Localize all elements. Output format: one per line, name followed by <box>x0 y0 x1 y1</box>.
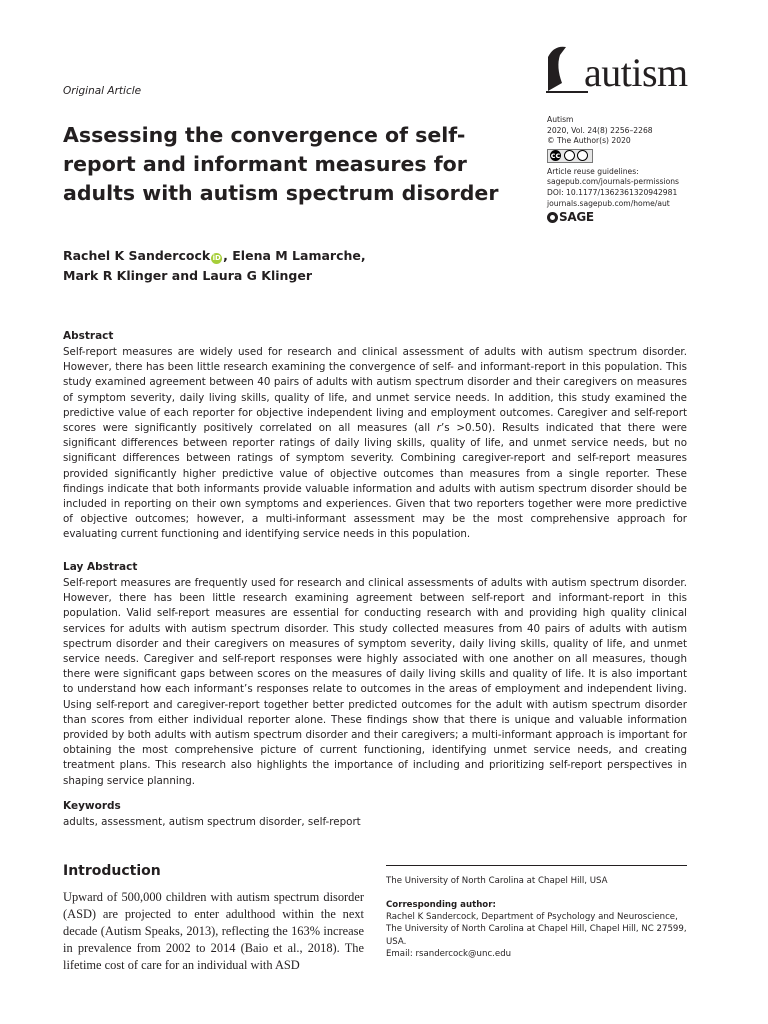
sage-logo-icon <box>547 212 558 223</box>
creative-commons-badge-icon <box>547 149 593 163</box>
corresponding-author-block <box>386 899 691 960</box>
author-first[interactable]: Rachel K Sandercock <box>63 248 211 263</box>
corresponding-author-address: Rachel K Sandercock, Department of Psychology and Neuroscience, The University of North Carolina at Chapel Hill, Chapel Hill, NC 27599, USA. <box>386 912 687 947</box>
journal-name: Autism <box>547 115 574 124</box>
introduction-body: Upward of 500,000 children with autism spectrum disorder (ASD) are projected to enter adulthood within the next decade (Autism Speaks, 2013), reflecting the 163% increase in prevalence from 2002 to 2014 (Baio et al., 2018). The lifetime cost of care for an individual with ASD <box>63 890 364 973</box>
author-line-1 <box>63 246 483 266</box>
doi-link[interactable]: DOI: 10.1177/1362361320942981 <box>547 187 678 197</box>
abstract-text-part-2: ’s >0.50). Results indicated that there were significant differences between reporter ratings of daily living skills, quality of life, and unmet service needs, but no significant differences between ratings of symptom severity. Combining caregiver-report and self-report measures provided significantly higher predictive value of objective outcomes than measures from a single reporter. These findings indicate that both informants provide valuable information and adults with autism spectrum disorder should be included in reporting on their own symptoms and experiences. Given that two reporters together were more predictive of objective outcomes; however, a multi-informant assessment may be the most comprehensive approach for evaluating current functioning and identifying service needs in this population. <box>63 422 687 541</box>
reuse-guidelines-link[interactable]: sagepub.com/journals-permissions <box>547 177 680 187</box>
abstract-body <box>63 345 687 543</box>
keywords-heading: Keywords <box>63 800 121 812</box>
corresponding-author-email[interactable]: Email: rsandercock@unc.edu <box>386 948 512 959</box>
author-line-2: Mark R Klinger and Laura G Klinger <box>63 268 313 283</box>
cc-attribution-icon <box>564 150 575 161</box>
copyright-notice: © The Author(s) 2020 <box>547 136 631 146</box>
introduction-heading: Introduction <box>63 863 161 879</box>
abstract-heading: Abstract <box>63 330 114 342</box>
author-affiliation: The University of North Carolina at Chapel Hill, USA <box>386 876 608 886</box>
orcid-icon[interactable]: iD <box>212 254 221 262</box>
abstract-italic-r: r <box>436 422 442 435</box>
article-metadata <box>547 115 747 223</box>
author-rest-line-1: , Elena M Lamarche, <box>223 248 366 263</box>
keywords-list: adults, assessment, autism spectrum disorder, self-report <box>63 816 361 828</box>
article-title: Assessing the convergence of self-report and informant measures for adults with autism spectrum disorder <box>63 123 499 205</box>
journal-logo <box>540 43 690 99</box>
article-type: Original Article <box>63 85 142 97</box>
publisher-logo <box>547 212 747 223</box>
journal-logo-text: autism <box>584 50 688 95</box>
corresponding-author-heading: Corresponding author: <box>386 900 496 910</box>
lay-abstract-body: Self-report measures are frequently used for research and clinical assessments of adults with autism spectrum disorder. However, there has been little research examining agreement between self-report and informant-report in this population. Valid self-report measures are essential for conducting research with and providing high quality clinical services for adults with autism spectrum disorder. This study collected measures from 40 pairs of adults with autism spectrum disorder and their caregivers on measures of symptom severity, daily living skills, quality of life, and unmet service needs. Caregiver and self-report responses were highly associated with one another on all measures, though there were significant gaps between scores on the measures of daily living skills and quality of life. It is also important to understand how each informant’s responses relate to outcomes in the areas of employment and independent living. Using self-report and caregiver-report together better predicted outcomes for the adult with autism spectrum disorder than scores from either individual reporter alone. These findings show that there is unique and valuable information provided by both adults with autism spectrum disorder and their caregivers; a multi-informant approach is important for obtaining the most comprehensive picture of current functioning, identifying unmet service needs, and creating treatment plans. This research also highlights the importance of including and prioritizing self-report perspectives in shaping service planning. <box>63 577 687 787</box>
cc-license-label: cc <box>550 151 561 161</box>
abstract-text-part-1: Self-report measures are widely used for research and clinical assessment of adults with autism spectrum disorder. However, there has been little research examining the convergence of self- and informant-report in this population. This study examined agreement between 40 pairs of adults with autism spectrum disorder and their caregivers on measures of symptom severity, daily living skills, quality of life, and unmet service needs. In addition, this study examined the predictive value of each reporter for objective independent living and employment outcomes. Caregiver and self-report scores were significantly positively correlated on all measures (all <box>63 346 687 435</box>
lay-abstract-heading: Lay Abstract <box>63 561 138 573</box>
reuse-guidelines-label: Article reuse guidelines: <box>547 166 639 176</box>
cc-noncommercial-icon <box>577 150 588 161</box>
author-list <box>63 246 483 286</box>
footnote-divider <box>386 865 687 866</box>
publisher-name: SAGE <box>559 210 594 225</box>
journal-url-link[interactable]: journals.sagepub.com/home/aut <box>547 198 670 208</box>
volume-info: 2020, Vol. 24(8) 2256–2268 <box>547 125 653 135</box>
